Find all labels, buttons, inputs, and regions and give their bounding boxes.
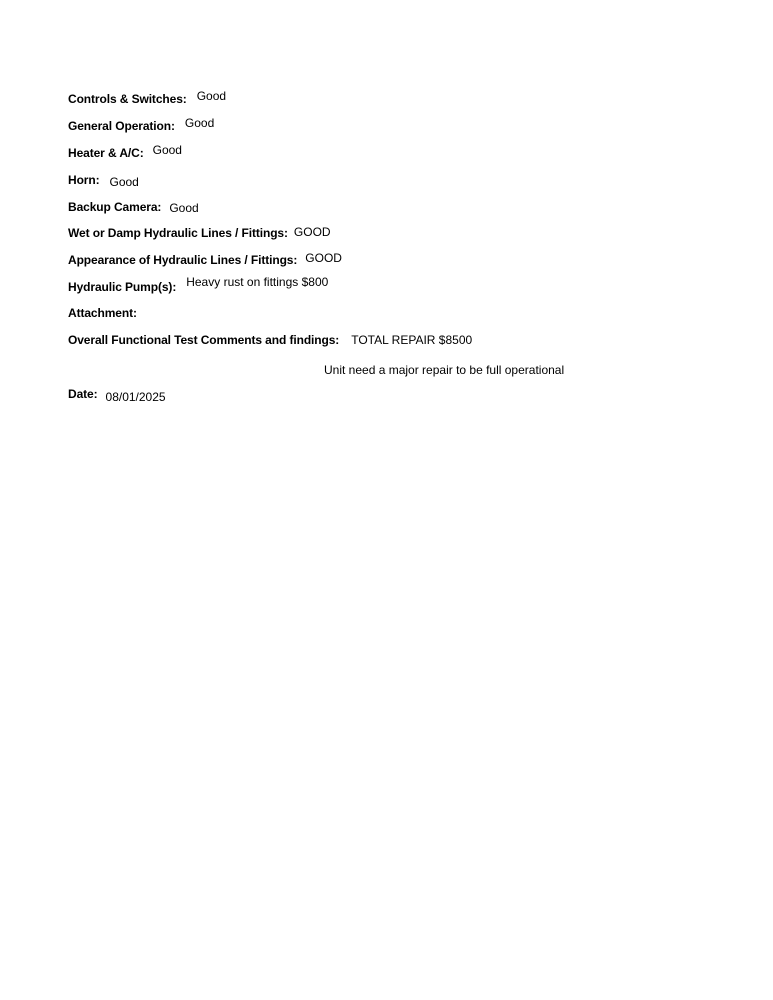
field-date — [68, 387, 166, 405]
field-hydraulic-pumps — [68, 275, 329, 298]
date-label: Date: — [68, 387, 98, 401]
field-attachment — [68, 306, 147, 324]
field-value: GOOD — [293, 225, 331, 239]
field-value: Good — [169, 201, 199, 215]
field-value: Good — [152, 143, 182, 157]
field-backup-camera — [68, 200, 199, 218]
field-overall-comments — [68, 333, 472, 351]
field-heater-ac — [68, 143, 182, 164]
field-label: Hydraulic Pump(s): — [68, 280, 177, 294]
field-label: General Operation: — [68, 119, 175, 133]
field-controls-switches — [68, 89, 227, 110]
field-general-operation — [68, 116, 215, 137]
field-horn — [68, 173, 139, 191]
field-value: Heavy rust on fittings $800 — [186, 275, 329, 289]
field-value: Good — [196, 89, 227, 103]
field-value: Good — [109, 175, 139, 189]
field-label: Wet or Damp Hydraulic Lines / Fittings: — [68, 226, 288, 240]
field-appearance-hydraulic-lines — [68, 253, 342, 271]
comments-continuation: Unit need a major repair to be full operational — [324, 363, 565, 377]
field-value: GOOD — [305, 251, 342, 265]
field-label: Horn: — [68, 173, 100, 187]
field-wet-damp-hydraulic-lines — [68, 226, 331, 244]
field-label: Heater & A/C: — [68, 146, 144, 160]
field-value: Good — [184, 116, 215, 130]
field-label: Appearance of Hydraulic Lines / Fittings: — [68, 253, 298, 267]
field-label: Overall Functional Test Comments and findings: — [68, 333, 340, 347]
field-label: Backup Camera: — [68, 200, 162, 214]
field-value: TOTAL REPAIR $8500 — [351, 333, 473, 347]
date-value: 08/01/2025 — [105, 390, 166, 404]
field-label: Controls & Switches: — [68, 92, 187, 106]
field-label: Attachment: — [68, 306, 137, 320]
